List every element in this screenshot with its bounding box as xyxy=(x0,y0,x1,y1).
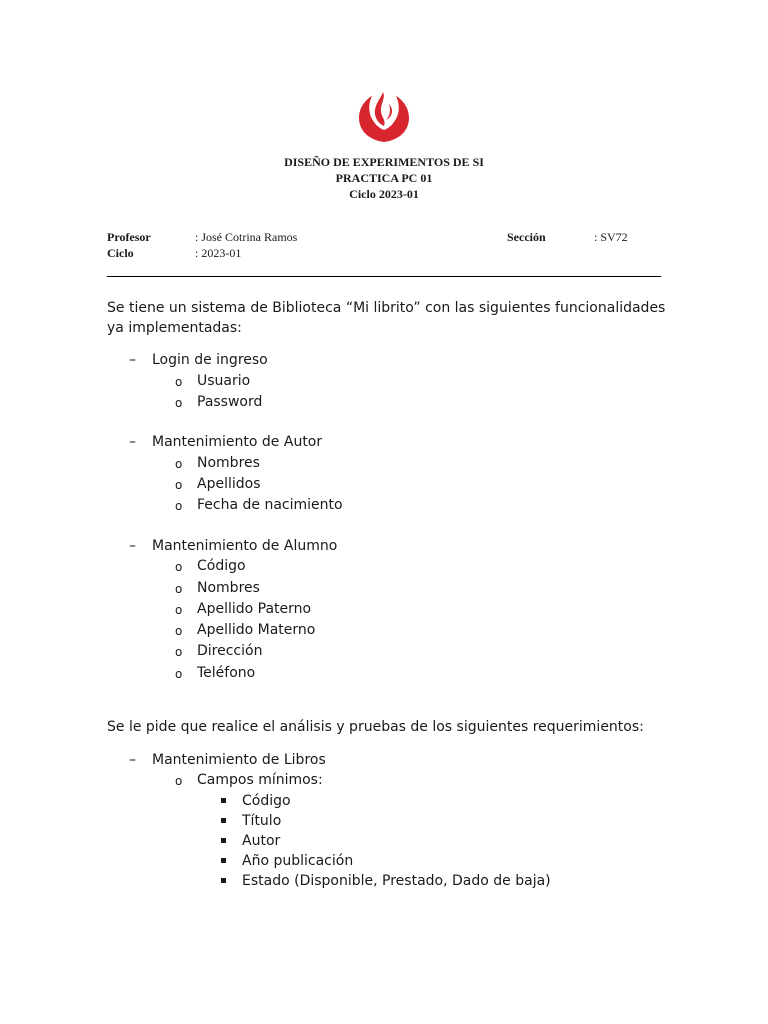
square-bullet xyxy=(221,818,226,823)
feature-title: Mantenimiento de Alumno xyxy=(152,538,338,554)
dash-bullet: – xyxy=(129,538,136,554)
circle-bullet: o xyxy=(175,478,183,492)
feature-item: Nombres xyxy=(197,455,260,471)
square-bullet xyxy=(221,838,226,843)
feature-item: Apellidos xyxy=(197,476,261,492)
feature-item: Apellido Paterno xyxy=(197,601,312,617)
course-title: DISEÑO DE EXPERIMENTOS DE SI xyxy=(284,155,484,169)
cycle-title: Ciclo 2023-01 xyxy=(349,187,419,201)
requirement-sub: Campos mínimos: xyxy=(197,772,323,788)
circle-bullet: o xyxy=(175,457,183,471)
dash-bullet: – xyxy=(129,434,136,450)
dash-bullet: – xyxy=(129,752,136,768)
feature-item: Dirección xyxy=(197,643,263,659)
field-item: Año publicación xyxy=(242,853,354,869)
seccion-label: Sección xyxy=(507,230,546,244)
circle-bullet: o xyxy=(175,499,183,513)
feature-item: Usuario xyxy=(197,373,251,389)
circle-bullet: o xyxy=(175,396,183,410)
circle-bullet: o xyxy=(175,667,183,681)
circle-bullet: o xyxy=(175,774,183,788)
requirement-title: Mantenimiento de Libros xyxy=(152,752,326,768)
profesor-value: : José Cotrina Ramos xyxy=(195,230,298,244)
dash-bullet: – xyxy=(129,352,136,368)
field-item: Código xyxy=(242,793,291,809)
square-bullet xyxy=(221,798,226,803)
circle-bullet: o xyxy=(175,560,183,574)
circle-bullet: o xyxy=(175,375,183,389)
ciclo-value: : 2023-01 xyxy=(195,246,242,260)
seccion-value: : SV72 xyxy=(594,230,628,244)
circle-bullet: o xyxy=(175,603,183,617)
feature-item: Apellido Materno xyxy=(197,622,316,638)
feature-title: Mantenimiento de Autor xyxy=(152,434,323,450)
circle-bullet: o xyxy=(175,624,183,638)
field-item: Título xyxy=(242,813,282,829)
ciclo-label: Ciclo xyxy=(107,246,134,260)
feature-item: Fecha de nacimiento xyxy=(197,497,343,513)
feature-item: Nombres xyxy=(197,580,260,596)
intro-paragraph: Se tiene un sistema de Biblioteca “Mi librito” con las siguientes funcionalidades ya implementadas: xyxy=(107,300,666,336)
practice-title: PRACTICA PC 01 xyxy=(335,171,433,185)
profesor-label: Profesor xyxy=(107,230,151,244)
field-item: Estado (Disponible, Prestado, Dado de baja) xyxy=(242,873,551,889)
feature-item: Teléfono xyxy=(197,665,256,681)
feature-item: Código xyxy=(197,558,246,574)
circle-bullet: o xyxy=(175,645,183,659)
circle-bullet: o xyxy=(175,582,183,596)
divider xyxy=(107,276,661,277)
feature-item: Password xyxy=(197,394,263,410)
upc-logo xyxy=(356,90,412,144)
request-paragraph: Se le pide que realice el análisis y pruebas de los siguientes requerimientos: xyxy=(107,719,644,735)
field-item: Autor xyxy=(242,833,281,849)
square-bullet xyxy=(221,858,226,863)
square-bullet xyxy=(221,878,226,883)
feature-title: Login de ingreso xyxy=(152,352,268,368)
